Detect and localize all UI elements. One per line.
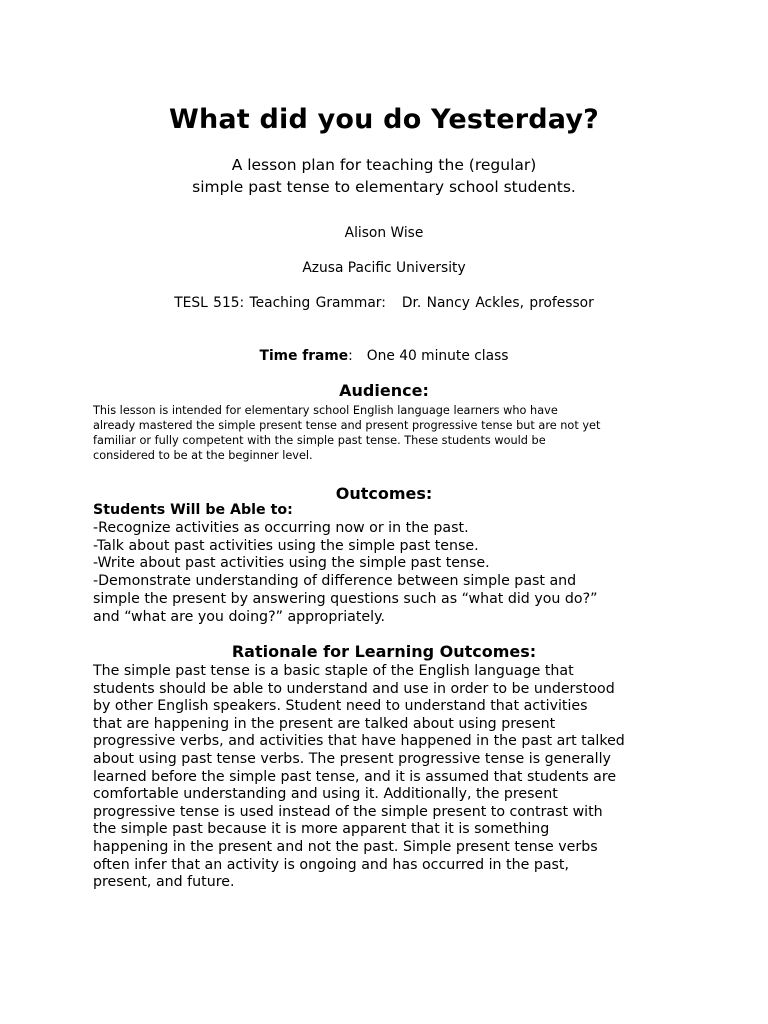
course-info [0, 295, 768, 311]
university-name: Azusa Pacific University [302, 260, 466, 276]
outcome-item: -Talk about past activities using the simple past tense. [93, 537, 479, 554]
paragraph-line: progressive verbs, and activities that have happened in the past art talked [93, 733, 625, 750]
paragraph-line: progressive tense is used instead of the simple present to contrast with [93, 803, 603, 820]
outcome-item: -Recognize activities as occurring now or in the past. [93, 519, 469, 536]
paragraph-line: about using past tense verbs. The present progressive tense is generally [93, 750, 611, 767]
subtitle-line: A lesson plan for teaching the (regular) [231, 156, 537, 174]
time-frame-label: Time frame [259, 348, 349, 364]
paragraph-line: already mastered the simple present tense and present progressive tense but are not yet [93, 419, 601, 432]
subtitle-line: simple past tense to elementary school students. [192, 178, 576, 196]
outcome-item: -Write about past activities using the simple past tense. [93, 555, 490, 572]
paragraph-line: This lesson is intended for elementary school English language learners who have [93, 404, 558, 417]
paragraph-line: familiar or fully competent with the simple past tense. These students would be [93, 434, 546, 447]
outcomes-heading: Outcomes: [335, 484, 433, 503]
paragraph-line: the simple past because it is more apparent that it is something [93, 821, 550, 838]
paragraph-line: The simple past tense is a basic staple of the English language that [93, 663, 574, 679]
audience-heading: Audience: [339, 381, 429, 400]
document-subtitle [0, 154, 768, 198]
paragraph-line: present, and future. [93, 874, 235, 891]
rationale-paragraph [93, 663, 693, 892]
paragraph-line: by other English speakers. Student need to understand that activities [93, 698, 588, 715]
paragraph-line: comfortable understanding and using it. Additionally, the present [93, 786, 558, 803]
outcome-item: and “what are you doing?” appropriately. [93, 608, 385, 625]
time-frame: Time frame: One 40 minute class [259, 348, 509, 364]
course-name: TESL 515: Teaching Grammar: [174, 295, 386, 311]
outcome-item: simple the present by answering questions such as “what did you do?” [93, 590, 598, 607]
outcomes-list [93, 502, 693, 627]
author-name: Alison Wise [344, 225, 424, 241]
time-frame-value: One 40 minute class [366, 348, 509, 364]
rationale-heading: Rationale for Learning Outcomes: [231, 642, 537, 661]
outcome-item: -Demonstrate understanding of difference between simple past and [93, 573, 577, 590]
paragraph-line: students should be able to understand and use in order to be understood [93, 680, 615, 697]
paragraph-line: learned before the simple past tense, and it is assumed that students are [93, 768, 617, 785]
paragraph-line: considered to be at the beginner level. [93, 449, 313, 462]
outcomes-subheading: Students Will be Able to: [93, 502, 293, 518]
paragraph-line: that are happening in the present are talked about using present [93, 715, 556, 732]
paragraph-line: often infer that an activity is ongoing and has occurred in the past, [93, 856, 570, 873]
paragraph-line: happening in the present and not the past. Simple present tense verbs [93, 838, 598, 855]
document-title: What did you do Yesterday? [168, 104, 600, 135]
audience-paragraph [93, 403, 693, 463]
professor-name: Dr. Nancy Ackles, professor [401, 295, 594, 311]
